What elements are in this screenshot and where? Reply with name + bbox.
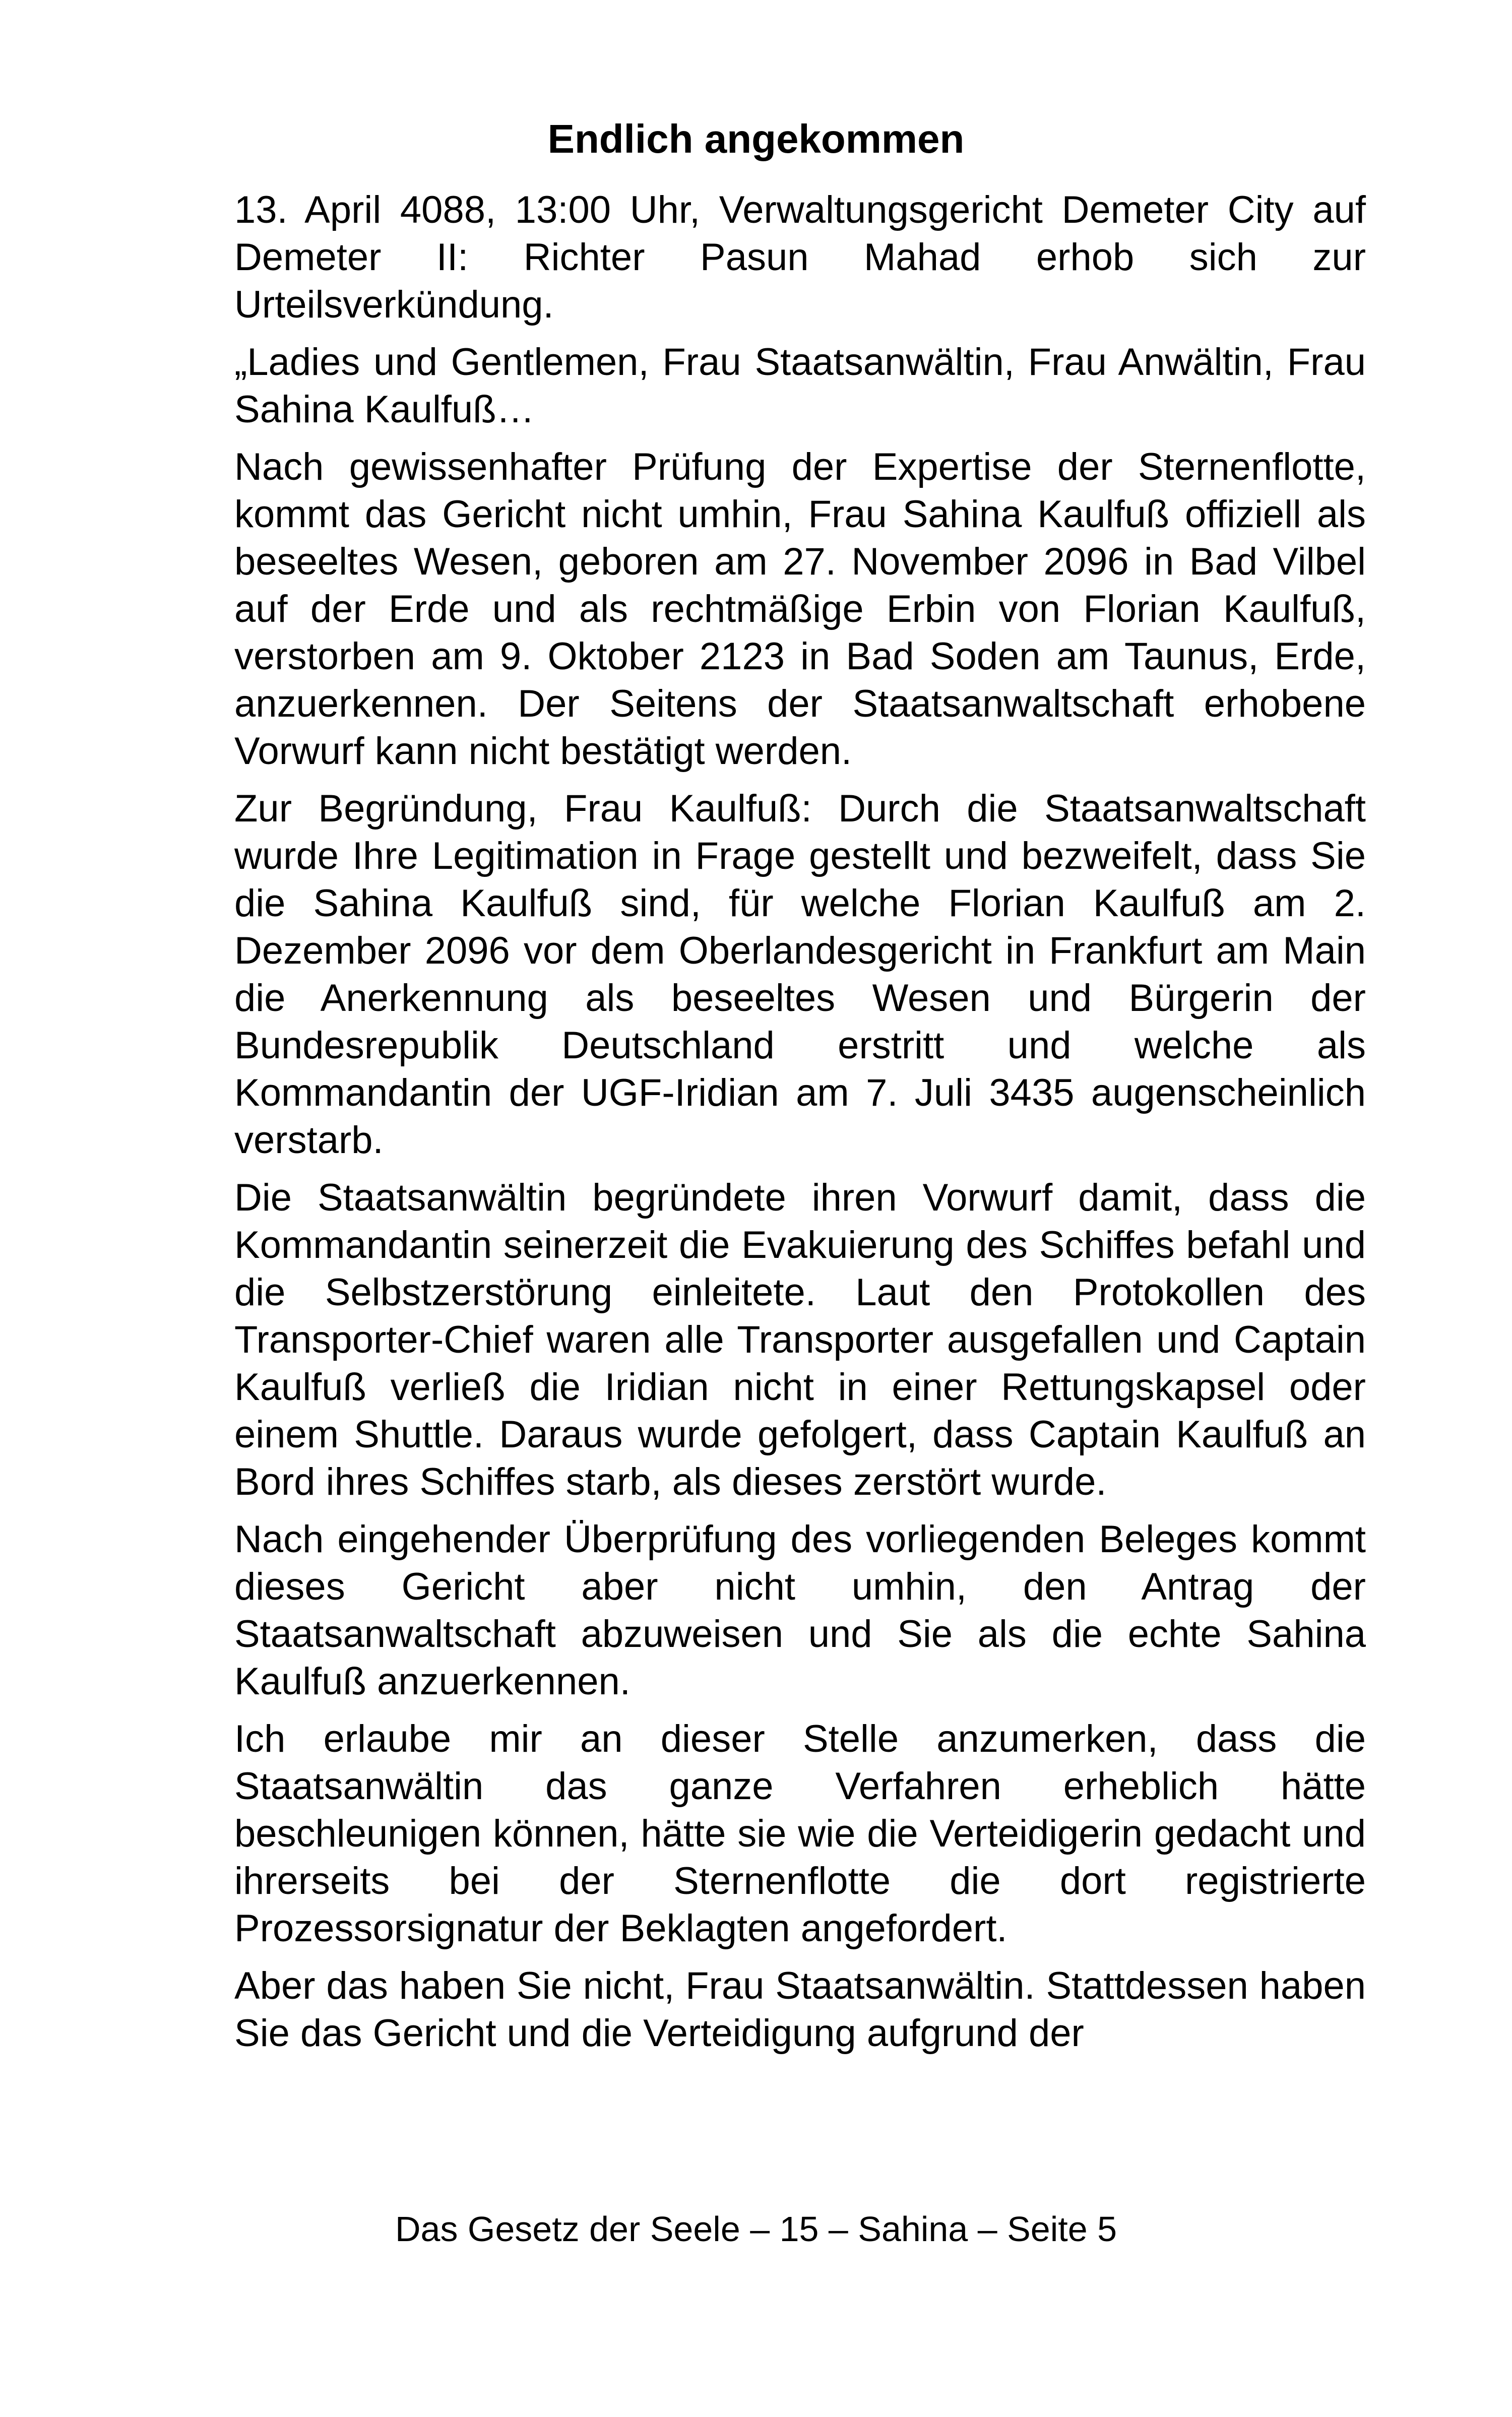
paragraph: „Ladies und Gentlemen, Frau Staatsanwältin, Frau Anwältin, Frau Sahina Kaulfuß… [234, 341, 1366, 431]
paragraph: Die Staatsanwältin begründete ihren Vorwurf damit, dass die Kommandantin seinerzeit die Evakuierung des Schiffes befahl und die Selbstzerstörung einleitete. Laut den Protokollen des Transporter-Chief waren alle Transporter ausgefallen und Captain Kaulfuß verließ die Iridian nicht in einer Rettungskapsel oder einem Shuttle. Daraus wurde gefolgert, dass Captain Kaulfuß an Bord ihres Schiffes starb, als dieses zerstört wurde. [234, 1176, 1366, 1503]
paragraph: Nach gewissenhafter Prüfung der Expertise der Sternenflotte, kommt das Gericht nicht umhin, Frau Sahina Kaulfuß offiziell als beseeltes Wesen, geboren am 27. November 2096 in Bad Vilbel auf der Erde und als rechtmäßige Erbin von Florian Kaulfuß, verstorben am 9. Oktober 2123 in Bad Soden am Taunus, Erde, anzuerkennen. Der Seitens der Staatsanwaltschaft erhobene Vorwurf kann nicht bestätigt werden. [234, 446, 1366, 773]
paragraph: Zur Begründung, Frau Kaulfuß: Durch die Staatsanwaltschaft wurde Ihre Legitimation in Frage gestellt und bezweifelt, dass Sie die Sahina Kaulfuß sind, für welche Florian Kaulfuß am 2. Dezember 2096 vor dem Oberlandesgericht in Frankfurt am Main die Anerkennung als beseeltes Wesen und Bürgerin der Bundesrepublik Deutschland erstritt und welche als Kommandantin der UGF-Iridian am 7. Juli 3435 augenscheinlich verstarb. [234, 787, 1366, 1162]
paragraph: Nach eingehender Überprüfung des vorliegenden Beleges kommt dieses Gericht aber nicht umhin, den Antrag der Staatsanwaltschaft abzuweisen und Sie als die echte Sahina Kaulfuß anzuerkennen. [234, 1518, 1366, 1703]
paragraph: Ich erlaube mir an dieser Stelle anzumerken, dass die Staatsanwältin das ganze Verfahren erheblich hätte beschleunigen können, hätte sie wie die Verteidigerin gedacht und ihrerseits bei der Sternenflotte die dort registrierte Prozessorsignatur der Beklagten angefordert. [234, 1718, 1366, 1950]
body-text [234, 186, 1366, 2067]
chapter-title: Endlich angekommen [547, 116, 965, 161]
paragraph: Aber das haben Sie nicht, Frau Staatsanwältin. Stattdessen haben Sie das Gericht und die Verteidigung aufgrund der [234, 1964, 1366, 2055]
paragraph: 13. April 4088, 13:00 Uhr, Verwaltungsgericht Demeter City auf Demeter II: Richter Pasun Mahad erhob sich zur Urteilsverkündung. [234, 188, 1366, 326]
page-footer: Das Gesetz der Seele – 15 – Sahina – Seite 5 [395, 2209, 1117, 2249]
